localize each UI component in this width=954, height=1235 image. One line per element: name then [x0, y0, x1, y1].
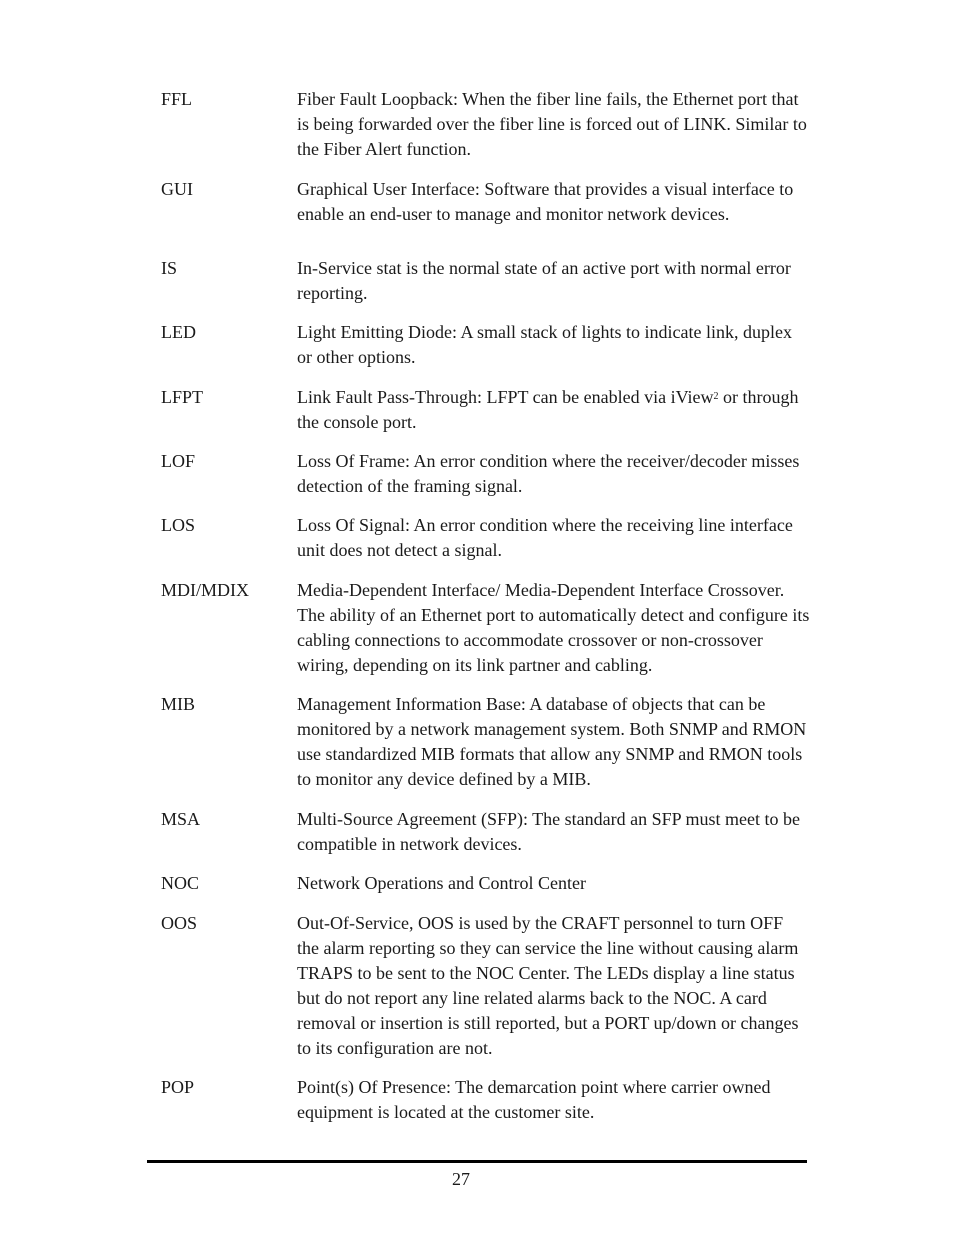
- glossary-term: LOF: [161, 451, 196, 471]
- glossary-definition: Loss Of Frame: An error condition where the receiver/decoder misses detection of the framing signal.: [297, 451, 800, 496]
- glossary-term: MDI/MDIX: [161, 580, 249, 600]
- glossary-term: GUI: [161, 179, 193, 199]
- glossary-term: LFPT: [161, 387, 204, 407]
- glossary-definition: [297, 385, 807, 435]
- glossary-definition: In-Service stat is the normal state of an active port with normal error reporting.: [297, 258, 791, 303]
- glossary-definition: Fiber Fault Loopback: When the fiber line fails, the Ethernet port that is being forwarded over the fiber line is forced out of LINK. Similar to the Fiber Alert function.: [297, 89, 807, 159]
- superscript: 2: [713, 391, 719, 402]
- footer-rule: [147, 1160, 807, 1163]
- glossary-definition: Management Information Base: A database of objects that can be monitored by a network management system. Both SNMP and RMON use standardized MIB formats that allow any SNMP and RMON tools to monitor any device defined by a MIB.: [297, 694, 807, 789]
- glossary-term: MIB: [161, 694, 196, 714]
- glossary-term: POP: [161, 1077, 195, 1097]
- glossary-definition: Point(s) Of Presence: The demarcation point where carrier owned equipment is located at the customer site.: [297, 1077, 771, 1122]
- glossary-term: FFL: [161, 89, 193, 109]
- glossary-term: LED: [161, 322, 196, 342]
- definition-text: Link Fault Pass-Through: LFPT can be enabled via iView: [297, 387, 714, 407]
- glossary-term: LOS: [161, 515, 196, 535]
- glossary-term: OOS: [161, 913, 198, 933]
- glossary-definition: Media-Dependent Interface/ Media-Dependent Interface Crossover. The ability of an Ethernet port to automatically detect and configure its cabling connections to accommodate crossover or non-crossover wiring, depending on its link partner and cabling.: [297, 580, 810, 675]
- glossary-definition: Network Operations and Control Center: [297, 873, 586, 893]
- glossary-definition: Graphical User Interface: Software that provides a visual interface to enable an end-user to manage and monitor network devices.: [297, 179, 794, 224]
- page-number: 27: [452, 1169, 470, 1189]
- glossary-definition: Light Emitting Diode: A small stack of lights to indicate link, duplex or other options.: [297, 322, 792, 367]
- glossary-term: MSA: [161, 809, 201, 829]
- glossary-term: IS: [161, 258, 178, 278]
- glossary-term: NOC: [161, 873, 200, 893]
- glossary-definition: Multi-Source Agreement (SFP): The standard an SFP must meet to be compatible in network devices.: [297, 809, 800, 854]
- glossary-definition: Loss Of Signal: An error condition where the receiving line interface unit does not detect a signal.: [297, 515, 793, 560]
- glossary-definition: Out-Of-Service, OOS is used by the CRAFT personnel to turn OFF the alarm reporting so they can service the line without causing alarm TRAPS to be sent to the NOC Center. The LEDs display a line status but do not report any line related alarms back to the NOC. A card removal or insertion is still reported, but a PORT up/down or changes to its configuration are not.: [297, 913, 799, 1058]
- definition-text: or through the console port.: [297, 387, 799, 432]
